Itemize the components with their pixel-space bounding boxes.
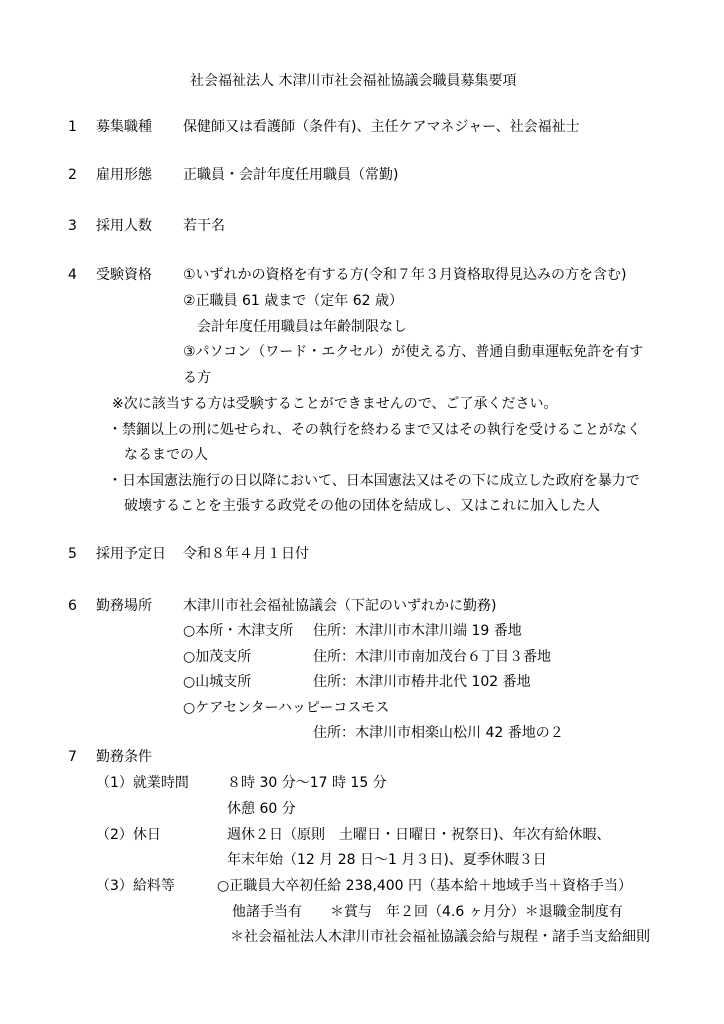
condition-3-value-3: ＊社会福祉法人木津川市社会福祉協議会給与規程・諸手当支給細則 [230, 929, 650, 945]
qualification-2: ②正職員 61 歳まで（定年 62 歳） [183, 293, 403, 309]
condition-2-label: （2）休日 [96, 827, 161, 843]
section-1-value: 保健師又は看護師（条件有)、主任ケアマネジャー、社会福祉士 [183, 119, 580, 135]
qualification-2-note: 会計年度任用職員は年齢制限なし [197, 319, 407, 335]
section-5-number: 5 [68, 546, 77, 562]
section-2-number: 2 [68, 167, 77, 183]
condition-3-value-1: ○正職員大卒初任給 238,400 円（基本給＋地域手当＋資格手当） [217, 878, 633, 894]
qualification-3-line2: る方 [183, 370, 211, 386]
condition-1-value-2: 休憩 60 分 [227, 801, 296, 817]
condition-2-value-1: 週休２日（原則 土曜日・日曜日・祝祭日)、年次有給休暇、 [227, 827, 611, 843]
condition-1-value-1: ８時 30 分～17 時 15 分 [227, 775, 387, 791]
condition-3-label: （3）給料等 [96, 878, 175, 894]
section-3-number: 3 [68, 218, 77, 234]
location-3-name: ○山城支所 [183, 674, 252, 690]
section-4-number: 4 [68, 267, 77, 283]
section-1-number: 1 [68, 119, 77, 135]
location-3-address: 住所：木津川市椿井北代 102 番地 [313, 674, 531, 690]
qualification-3-line1: ③パソコン（ワード・エクセル）が使える方、普通自動車運転免許を有す [183, 344, 644, 360]
location-4-name: ○ケアセンターハッピーコスモス [183, 700, 390, 716]
location-1-address: 住所：木津川市木津川端 19 番地 [313, 623, 522, 639]
location-4-address: 住所：木津川市相楽山松川 42 番地の２ [313, 725, 564, 741]
section-6-label: 勤務場所 [96, 598, 152, 614]
section-3-label: 採用人数 [96, 218, 152, 234]
section-5-label: 採用予定日 [96, 546, 166, 562]
page-title: 社会福祉法人 木津川市社会福祉協議会職員募集要項 [190, 73, 517, 89]
disqualification-2-line2: 破壊することを主張する政党その他の団体を結成し、又はこれに加入した人 [124, 498, 600, 514]
disqualification-1-line1: ・禁錮以上の刑に処せられ、その執行を終わるまで又はその執行を受けることがなく [108, 422, 641, 438]
section-7-label: 勤務条件 [96, 749, 152, 765]
section-6-value: 木津川市社会福祉協議会（下記のいずれかに勤務) [183, 598, 497, 614]
location-1-name: ○本所・木津支所 [183, 623, 294, 639]
section-1-label: 募集職種 [96, 119, 152, 135]
location-2-address: 住所：木津川市南加茂台６丁目３番地 [313, 649, 551, 665]
condition-3-value-2: 他諸手当有 ＊賞与 年２回（4.6 ヶ月分）＊退職金制度有 [232, 904, 623, 920]
condition-2-value-2: 年末年始（12 月 28 日～1 月３日)、夏季休暇３日 [227, 852, 547, 868]
section-6-number: 6 [68, 598, 77, 614]
condition-1-label: （1）就業時間 [96, 775, 189, 791]
section-2-label: 雇用形態 [96, 167, 152, 183]
section-3-value: 若干名 [183, 218, 225, 234]
section-5-value: 令和８年４月１日付 [183, 546, 309, 562]
section-2-value: 正職員・会計年度任用職員（常勤) [183, 167, 399, 183]
qualification-1: ①いずれかの資格を有する方(令和７年３月資格取得見込みの方を含む) [183, 267, 627, 283]
section-4-label: 受験資格 [96, 267, 152, 283]
disqualification-2-line1: ・日本国憲法施行の日以降において、日本国憲法又はその下に成立した政府を暴力で [108, 473, 640, 489]
section-7-number: 7 [68, 749, 77, 765]
disqualification-1-line2: なるまでの人 [124, 447, 208, 463]
disqualification-note: ※次に該当する方は受験することができませんので、ご了承ください。 [112, 396, 558, 412]
location-2-name: ○加茂支所 [183, 649, 252, 665]
